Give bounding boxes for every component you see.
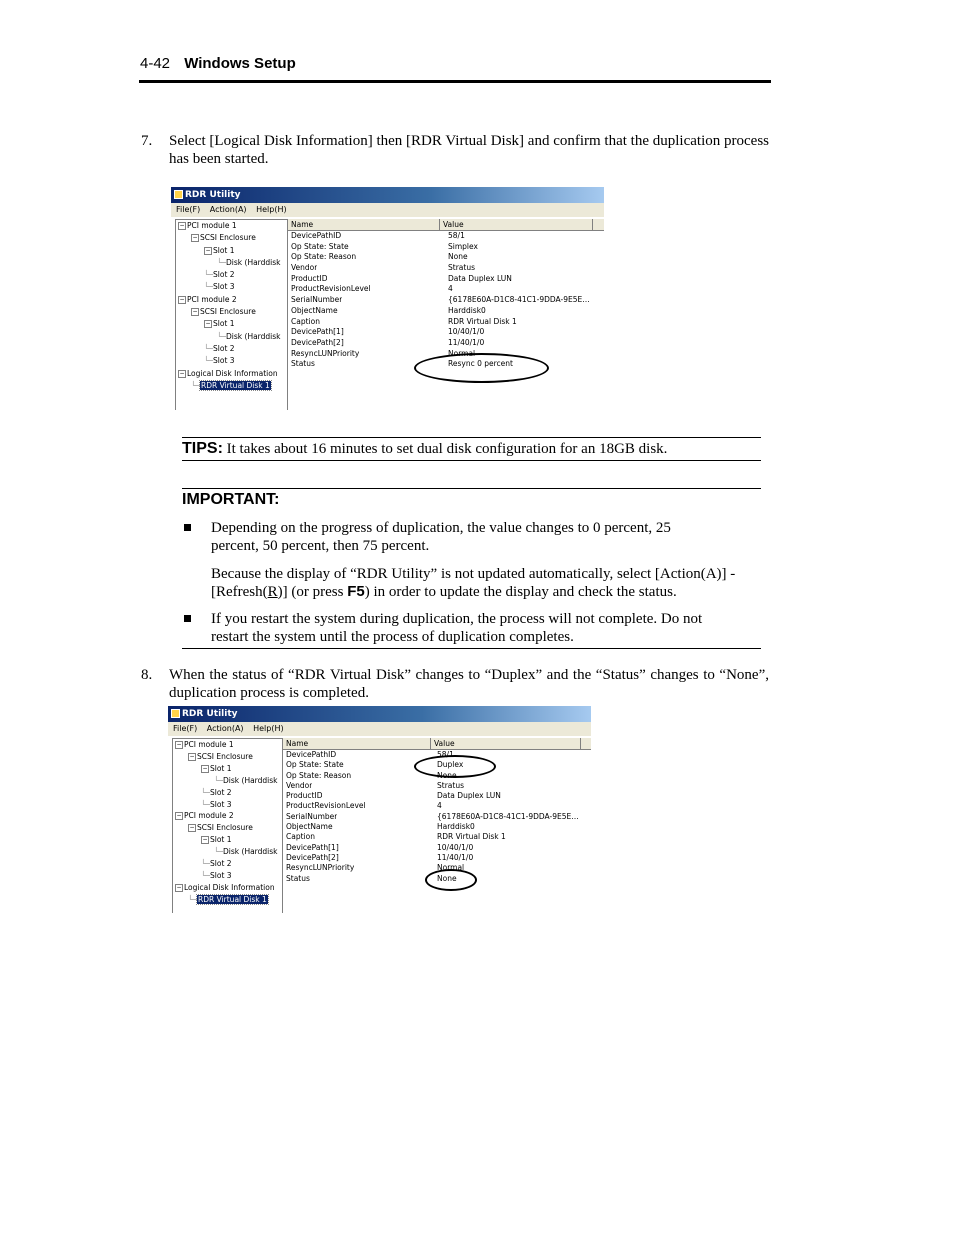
important-top-rule (182, 488, 761, 489)
property-value: 58/1 (437, 750, 454, 759)
property-name: Op State: Reason (286, 770, 352, 780)
tree-node[interactable] (176, 368, 287, 380)
table-row[interactable] (288, 327, 604, 338)
column-value-header[interactable]: Value (431, 738, 581, 749)
property-value: Stratus (437, 780, 464, 790)
table-row[interactable] (288, 317, 604, 328)
property-name: ProductID (286, 791, 323, 801)
property-name: Status (286, 873, 310, 883)
tree-node-label: RDR Virtual Disk 1 (198, 894, 267, 904)
tree-node[interactable] (176, 245, 287, 257)
menu-file[interactable]: File(F) (173, 724, 198, 733)
property-name: DevicePathID (291, 231, 342, 240)
collapse-toggle-icon[interactable]: − (179, 295, 185, 303)
property-name: ProductID (291, 273, 328, 283)
important-refresh-note (211, 565, 761, 601)
property-name: DevicePath[2] (286, 852, 339, 862)
column-value-header[interactable]: Value (440, 219, 593, 230)
tree-node[interactable] (176, 257, 287, 269)
collapse-toggle-icon[interactable]: − (202, 836, 208, 844)
important-label: IMPORTANT: (182, 491, 280, 508)
property-rows (288, 231, 604, 370)
table-row[interactable] (288, 231, 604, 242)
window-titlebar (171, 187, 604, 203)
property-name: Op State: State (286, 760, 344, 770)
property-value: Resync 0 percent (448, 359, 513, 369)
table-row[interactable] (288, 242, 604, 253)
property-value: Harddisk0 (448, 305, 486, 315)
tree-node[interactable] (173, 882, 282, 894)
property-name: ObjectName (291, 305, 338, 315)
tips-bottom-rule (182, 460, 761, 461)
property-name: Caption (286, 832, 315, 842)
menu-file[interactable]: File(F) (176, 205, 201, 214)
tree-node-label: SCSI Enclosure (197, 751, 253, 761)
collapse-toggle-icon[interactable]: − (176, 741, 182, 748)
table-row[interactable] (283, 822, 591, 832)
tree-branch-icon: └─ (191, 380, 201, 390)
tree-node[interactable] (176, 281, 287, 293)
tree-branch-icon: └─ (201, 799, 211, 809)
collapse-toggle-icon[interactable]: − (176, 883, 182, 891)
app-icon (171, 709, 180, 718)
rdr-utility-screenshot-1 (171, 187, 604, 410)
tree-node-label: PCI module 2 (184, 811, 234, 821)
tree-branch-icon: └─ (201, 787, 211, 797)
tree-node[interactable] (173, 763, 282, 775)
collapse-toggle-icon[interactable]: − (179, 369, 185, 377)
collapse-toggle-icon[interactable]: − (205, 246, 211, 254)
tips-label: TIPS: (182, 440, 223, 457)
duplex-highlight-oval (414, 755, 496, 778)
property-value: Stratus (448, 263, 475, 273)
list-header (288, 219, 604, 231)
property-value: Harddisk0 (437, 822, 475, 832)
refresh-shortcut-key: R (267, 584, 278, 600)
property-name: ResyncLUNPriority (291, 348, 360, 358)
rdr-utility-screenshot-2 (168, 706, 591, 913)
note-text-c: ) in order to update the display and check the status. (364, 584, 677, 600)
window-title: RDR Utility (185, 190, 241, 200)
tree-node[interactable] (173, 739, 282, 751)
section-title: Windows Setup (184, 55, 296, 72)
property-name: ObjectName (286, 822, 333, 832)
property-value: Simplex (448, 241, 478, 251)
property-value: None (437, 873, 457, 883)
property-value: RDR Virtual Disk 1 (437, 832, 506, 842)
step-7 (141, 132, 769, 168)
property-value: Normal (448, 348, 476, 358)
tree-node-label: Disk (Harddisk (226, 257, 281, 267)
tree-branch-icon: └─ (204, 356, 214, 366)
status-highlight-oval (414, 353, 549, 383)
tree-node[interactable] (173, 799, 282, 811)
property-value: Data Duplex LUN (437, 791, 501, 801)
table-row[interactable] (283, 781, 591, 791)
tips-text: It takes about 16 minutes to set dual disk configuration for an 18GB disk. (226, 441, 668, 457)
tree-node[interactable] (173, 834, 282, 846)
table-row[interactable] (283, 801, 591, 811)
tree-node-label: SCSI Enclosure (197, 823, 253, 833)
property-name: Vendor (286, 780, 313, 790)
collapse-toggle-icon[interactable]: − (176, 812, 182, 820)
page-number: 4-42 (140, 55, 171, 72)
property-name: ResyncLUNPriority (286, 863, 355, 873)
menu-bar (171, 203, 604, 217)
menu-action[interactable]: Action(A) (206, 724, 244, 733)
tree-node[interactable] (176, 306, 287, 318)
column-name-header[interactable]: Name (288, 219, 440, 230)
property-name: SerialNumber (286, 811, 338, 821)
device-tree[interactable] (175, 219, 288, 410)
property-value: 10/40/1/0 (448, 327, 485, 337)
property-name: ProductRevisionLevel (286, 801, 366, 811)
tree-node-label: Slot 1 (210, 763, 232, 773)
tree-node-label: Slot 3 (213, 282, 235, 292)
tips-top-rule (182, 437, 761, 438)
menu-bar (168, 722, 591, 736)
status-none-highlight-oval (425, 869, 477, 891)
tree-node-label: Slot 2 (213, 343, 235, 353)
property-name: DevicePath[2] (291, 337, 344, 347)
table-row[interactable] (288, 295, 604, 306)
f5-key: F5 (347, 583, 365, 600)
collapse-toggle-icon[interactable]: − (202, 764, 208, 772)
tree-node[interactable] (173, 775, 282, 787)
property-value: RDR Virtual Disk 1 (448, 316, 517, 326)
table-row[interactable] (283, 843, 591, 853)
collapse-toggle-icon[interactable]: − (189, 752, 195, 760)
tree-node[interactable] (173, 870, 282, 882)
property-list[interactable] (288, 219, 604, 410)
collapse-toggle-icon[interactable]: − (192, 234, 198, 242)
step-number: 7. (141, 133, 153, 149)
property-name: DevicePathID (286, 750, 337, 759)
tree-branch-icon: └─ (201, 870, 211, 880)
note-text-b: )] (or press (277, 584, 348, 600)
property-name: Caption (291, 316, 320, 326)
property-value: 10/40/1/0 (437, 842, 474, 852)
tree-node[interactable] (176, 380, 287, 392)
window-titlebar (168, 706, 591, 722)
property-name: DevicePath[1] (291, 327, 344, 337)
tree-branch-icon: └─ (204, 282, 214, 292)
tree-node-label: RDR Virtual Disk 1 (201, 380, 270, 390)
tree-node[interactable] (176, 318, 287, 330)
important-bullet-2 (182, 610, 761, 646)
tree-branch-icon: └─ (214, 775, 224, 785)
property-value: None (448, 252, 468, 262)
tree-node-label: Logical Disk Information (184, 882, 275, 892)
tree-node-label: Logical Disk Information (187, 368, 278, 378)
step-text: When the status of “RDR Virtual Disk” changes to “Duplex” and the “Status” changes to “None”, duplication process is completed. (169, 667, 769, 701)
tree-node[interactable] (173, 858, 282, 870)
tree-node[interactable] (176, 269, 287, 281)
tree-node[interactable] (173, 810, 282, 822)
property-value: {6178E60A-D1C8-41C1-9DDA-9E5E… (448, 295, 590, 305)
device-tree[interactable] (172, 738, 283, 913)
page-header (140, 55, 296, 72)
header-rule (139, 80, 771, 83)
tree-node[interactable] (176, 294, 287, 306)
tree-node[interactable] (173, 846, 282, 858)
tree-node-label: PCI module 1 (187, 221, 237, 230)
property-name: Op State: Reason (291, 252, 357, 262)
tree-branch-icon: └─ (204, 270, 214, 280)
tree-node[interactable] (173, 822, 282, 834)
property-value: 11/40/1/0 (448, 337, 485, 347)
bullet-text: If you restart the system during duplication, the process will not complete. Do not restart the system until the process of duplication completes. (211, 611, 703, 645)
table-row[interactable] (288, 274, 604, 285)
tree-branch-icon: └─ (188, 894, 198, 904)
collapse-toggle-icon[interactable]: − (189, 824, 195, 832)
property-value: {6178E60A-D1C8-41C1-9DDA-9E5E… (437, 811, 579, 821)
tree-node-label: Slot 2 (210, 787, 232, 797)
tree-node-label: Disk (Harddisk (223, 775, 278, 785)
table-row[interactable] (283, 832, 591, 842)
tree-node-label: Slot 1 (210, 835, 232, 845)
bullet-square-icon (184, 524, 191, 531)
tree-node[interactable] (173, 787, 282, 799)
property-value: Data Duplex LUN (448, 273, 512, 283)
property-value: 11/40/1/0 (437, 852, 474, 862)
collapse-toggle-icon[interactable]: − (205, 320, 211, 328)
property-value: 4 (448, 284, 453, 294)
tree-node-label: Disk (Harddisk (226, 331, 281, 341)
tree-node-label: PCI module 1 (184, 740, 234, 749)
table-row[interactable] (283, 853, 591, 863)
table-row[interactable] (288, 263, 604, 274)
tree-node-label: Slot 3 (210, 799, 232, 809)
tree-node-label: Slot 2 (210, 859, 232, 869)
property-value: Normal (437, 863, 465, 873)
tree-node[interactable] (176, 343, 287, 355)
tips-box (182, 440, 761, 458)
tree-node[interactable] (176, 232, 287, 244)
tree-branch-icon: └─ (201, 859, 211, 869)
collapse-toggle-icon[interactable]: − (179, 222, 185, 229)
tree-branch-icon: └─ (204, 343, 214, 353)
tree-branch-icon: └─ (217, 331, 227, 341)
tree-node[interactable] (176, 331, 287, 343)
tree-node[interactable] (173, 894, 282, 906)
property-value: Duplex (437, 760, 464, 770)
step-text: Select [Logical Disk Information] then [RDR Virtual Disk] and confirm that the duplication process has been started. (169, 133, 769, 167)
tree-node-label: PCI module 2 (187, 294, 237, 304)
window-title: RDR Utility (182, 709, 238, 719)
important-bottom-rule (182, 648, 761, 649)
tree-branch-icon: └─ (217, 257, 227, 267)
table-row[interactable] (288, 252, 604, 263)
table-row[interactable] (288, 338, 604, 349)
table-row[interactable] (283, 812, 591, 822)
table-row[interactable] (288, 284, 604, 295)
property-name: Op State: State (291, 241, 349, 251)
step-8 (141, 666, 769, 702)
tree-node[interactable] (176, 220, 287, 232)
menu-help[interactable]: Help(H) (253, 724, 284, 733)
tree-node-label: Slot 1 (213, 245, 235, 255)
bullet-text: Depending on the progress of duplication, the value changes to 0 percent, 25 percent, 50 percent, then 75 percent. (211, 520, 671, 554)
app-icon (174, 190, 183, 199)
property-value: None (437, 770, 457, 780)
note-text-a: Because the display of “RDR Utility” is not updated automatically, select [Action(A)] - [Refresh( (211, 566, 736, 600)
tree-branch-icon: └─ (214, 847, 224, 857)
important-bullet-1 (182, 519, 761, 555)
property-name: DevicePath[1] (286, 842, 339, 852)
tree-node-label: SCSI Enclosure (200, 307, 256, 317)
menu-help[interactable]: Help(H) (256, 205, 287, 214)
column-name-header[interactable]: Name (283, 738, 431, 749)
menu-action[interactable]: Action(A) (209, 205, 247, 214)
collapse-toggle-icon[interactable]: − (192, 308, 198, 316)
bullet-square-icon (184, 615, 191, 622)
tree-node[interactable] (173, 751, 282, 763)
table-row[interactable] (288, 306, 604, 317)
property-name: Status (291, 359, 315, 369)
list-header (283, 738, 591, 750)
property-name: Vendor (291, 263, 318, 273)
tree-node[interactable] (176, 355, 287, 367)
property-value: 58/1 (448, 231, 465, 240)
property-name: ProductRevisionLevel (291, 284, 371, 294)
property-value: 4 (437, 801, 442, 811)
tree-node-label: Disk (Harddisk (223, 847, 278, 857)
tree-node-label: Slot 3 (210, 870, 232, 880)
table-row[interactable] (283, 791, 591, 801)
tree-node-label: Slot 3 (213, 356, 235, 366)
tree-node-label: Slot 1 (213, 319, 235, 329)
property-name: SerialNumber (291, 295, 343, 305)
step-number: 8. (141, 667, 153, 683)
tree-node-label: SCSI Enclosure (200, 233, 256, 243)
tree-node-label: Slot 2 (213, 270, 235, 280)
